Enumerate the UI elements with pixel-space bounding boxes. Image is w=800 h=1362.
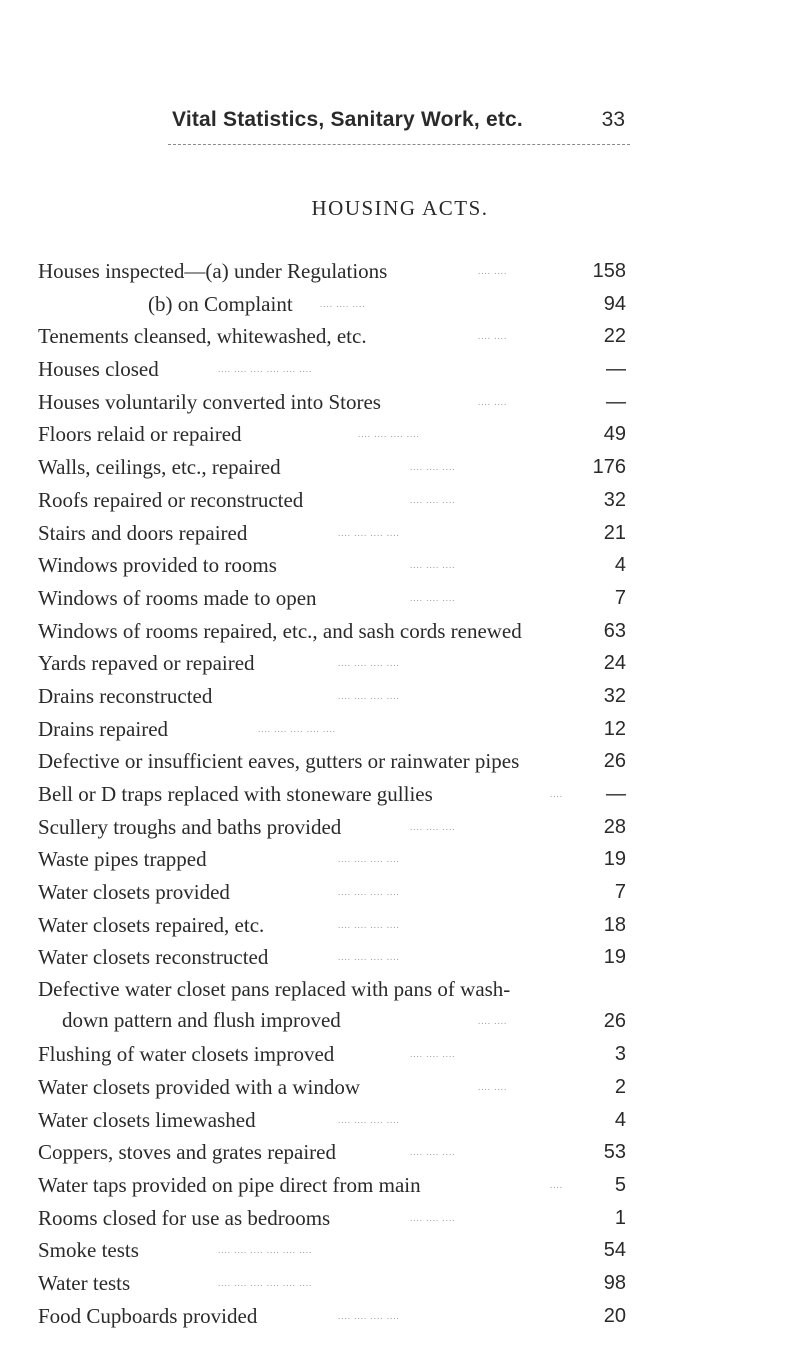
entry-value: 3 <box>614 1043 626 1066</box>
entry-value: 26 <box>603 1010 626 1033</box>
dot-leaders: .... .... .... .... .... .... <box>218 364 313 375</box>
dot-leaders: .... <box>550 1179 563 1190</box>
dot-leaders: .... .... .... <box>320 298 366 309</box>
entry-label: Food Cupboards provided <box>38 1303 258 1328</box>
entry-label: Floors relaid or repaired <box>38 422 242 447</box>
entry-water-closets-reconstructed <box>38 941 626 974</box>
entry-value: 94 <box>603 292 626 315</box>
entry-value: 24 <box>603 652 626 675</box>
entry-scullery-troughs <box>38 811 626 844</box>
entry-walls-ceilings <box>38 451 626 484</box>
dot-leaders: .... .... <box>478 396 508 407</box>
entry-label-line1: Defective water closet pans replaced with pans of wash- <box>38 977 511 1002</box>
entry-label: Windows of rooms made to open <box>38 585 317 610</box>
running-head <box>0 108 800 138</box>
dot-leaders: .... .... .... .... <box>338 887 400 898</box>
entry-value: 2 <box>614 1075 626 1098</box>
entry-drains-repaired <box>38 713 626 746</box>
entry-houses-converted-stores <box>38 386 626 419</box>
entry-value: 28 <box>603 815 626 838</box>
entry-value: 7 <box>614 881 626 904</box>
dot-leaders: .... .... <box>478 266 508 276</box>
entry-label <box>38 974 510 1036</box>
section-title: HOUSING ACTS. <box>311 196 489 220</box>
entry-label: Defective or insufficient eaves, gutters or rainwater pipes <box>38 749 520 774</box>
entry-label: Walls, ceilings, etc., repaired <box>38 455 281 480</box>
entry-label: Water closets repaired, etc. <box>38 912 265 937</box>
entry-label: Windows of rooms repaired, etc., and sash cords renewed <box>38 618 522 643</box>
entry-value: 18 <box>603 913 626 936</box>
page-number: 33 <box>601 108 625 131</box>
entry-water-tests <box>38 1267 626 1300</box>
entry-value: 7 <box>614 586 626 609</box>
entry-value: 49 <box>603 423 626 446</box>
entry-value: 4 <box>614 1108 626 1131</box>
entry-label: Yards repaved or repaired <box>38 651 255 676</box>
entry-water-closets-window <box>38 1071 626 1104</box>
dot-leaders: .... .... .... .... <box>338 919 400 930</box>
entry-label: Bell or D traps replaced with stoneware gullies <box>38 782 433 806</box>
entry-label: Houses inspected—(a) under Regulations <box>38 259 388 283</box>
entry-flushing-improved <box>38 1038 626 1071</box>
entry-windows-provided <box>38 549 626 582</box>
entry-label: Waste pipes trapped <box>38 847 207 872</box>
entry-value: 1 <box>614 1206 626 1229</box>
entry-roofs-repaired <box>38 484 626 517</box>
entry-value: 5 <box>614 1173 626 1196</box>
entry-value: 54 <box>603 1239 626 1262</box>
dot-leaders: .... .... .... .... <box>338 952 400 963</box>
entry-label: Windows provided to rooms <box>38 553 277 578</box>
entry-value: 19 <box>603 848 626 871</box>
entry-houses-closed <box>38 353 626 386</box>
entry-defective-eaves <box>38 745 626 778</box>
dot-leaders: .... .... .... .... .... .... <box>218 1245 313 1256</box>
dot-leaders: .... .... .... .... <box>338 527 400 538</box>
entry-value: 26 <box>603 750 626 773</box>
dot-leaders: .... .... .... <box>410 1212 456 1223</box>
entry-houses-inspected-complaint <box>38 288 626 321</box>
entry-value: 22 <box>603 325 626 348</box>
dot-leaders: .... .... .... <box>410 494 456 505</box>
dot-leaders: .... .... .... .... .... <box>258 723 336 734</box>
housing-acts-list <box>38 255 626 1332</box>
entry-smoke-tests <box>38 1234 626 1267</box>
entry-drains-reconstructed <box>38 680 626 713</box>
entry-bell-d-traps <box>38 778 626 811</box>
entry-floors-relaid <box>38 418 626 451</box>
entry-label: Scullery troughs and baths provided <box>38 814 342 839</box>
entry-value: — <box>606 390 626 413</box>
dot-leaders: .... .... .... <box>410 821 456 832</box>
entry-value: 53 <box>603 1141 626 1164</box>
entry-rooms-closed <box>38 1202 626 1235</box>
entry-windows-made-to-open <box>38 582 626 615</box>
entry-label: Flushing of water closets improved <box>38 1042 335 1067</box>
entry-value: 32 <box>603 684 626 707</box>
dot-leaders: .... .... .... <box>410 592 456 603</box>
entry-value: — <box>606 783 626 805</box>
entry-label: Coppers, stoves and grates repaired <box>38 1140 336 1165</box>
dot-leaders: .... .... .... <box>410 1147 456 1158</box>
dot-leaders: .... .... .... <box>410 462 456 473</box>
entry-label: Water closets reconstructed <box>38 945 269 970</box>
entry-label: Water closets provided with a window <box>38 1074 360 1099</box>
entry-water-closets-provided <box>38 876 626 909</box>
dot-leaders: .... .... .... .... <box>338 854 400 865</box>
dot-leaders: .... .... .... <box>410 1049 456 1060</box>
entry-water-closets-limewashed <box>38 1104 626 1137</box>
header-divider <box>168 144 630 145</box>
entry-label: Water taps provided on pipe direct from main <box>38 1172 421 1197</box>
entry-label: Water closets limewashed <box>38 1107 256 1132</box>
dot-leaders: .... .... <box>478 331 508 342</box>
entry-label: Rooms closed for use as bedrooms <box>38 1205 331 1230</box>
entry-waste-pipes <box>38 843 626 876</box>
entry-houses-inspected-regulations <box>38 255 626 288</box>
entry-stairs-doors <box>38 517 626 550</box>
entry-label: Roofs repaired or reconstructed <box>38 487 304 512</box>
entry-label: Houses closed <box>38 357 159 382</box>
entry-water-closets-repaired <box>38 909 626 942</box>
dot-leaders: .... <box>550 789 563 799</box>
entry-label: Drains reconstructed <box>38 683 213 708</box>
dot-leaders: .... .... .... <box>410 560 456 571</box>
entry-water-taps <box>38 1169 626 1202</box>
dot-leaders: .... .... .... .... <box>338 658 400 669</box>
entry-label-line2: down pattern and flush improved <box>62 1008 341 1033</box>
entry-label: Water closets provided <box>38 880 230 905</box>
entry-label: Tenements cleansed, whitewashed, etc. <box>38 324 367 349</box>
entry-label: Houses voluntarily converted into Stores <box>38 389 381 414</box>
running-title: Vital Statistics, Sanitary Work, etc. <box>172 108 523 131</box>
entry-value: 19 <box>603 946 626 969</box>
entry-label: (b) on Complaint <box>148 291 293 316</box>
dot-leaders: .... .... <box>478 1016 508 1027</box>
entry-yards-repaved <box>38 647 626 680</box>
entry-value: 20 <box>603 1304 626 1327</box>
entry-value: 176 <box>592 456 626 479</box>
entry-value: 98 <box>603 1271 626 1294</box>
dot-leaders: .... .... .... .... <box>338 1114 400 1125</box>
dot-leaders: .... .... <box>478 1081 508 1092</box>
dot-leaders: .... .... .... .... <box>358 429 420 440</box>
entry-label: Smoke tests <box>38 1238 139 1263</box>
dot-leaders: .... .... .... .... <box>338 1310 400 1321</box>
entry-coppers-stoves <box>38 1136 626 1169</box>
entry-value: 32 <box>603 488 626 511</box>
entry-tenements-cleansed <box>38 320 626 353</box>
entry-label: Drains repaired <box>38 716 169 741</box>
entry-windows-sash-cords <box>38 615 626 648</box>
entry-food-cupboards <box>38 1300 626 1333</box>
entry-value: 12 <box>603 717 626 740</box>
entry-label: Water tests <box>38 1270 131 1295</box>
dot-leaders: .... .... .... .... .... .... <box>218 1277 313 1288</box>
entry-value: 63 <box>603 619 626 642</box>
entry-value: — <box>606 358 626 381</box>
entry-value: 21 <box>603 521 626 544</box>
entry-value: 158 <box>592 260 626 282</box>
dot-leaders: .... .... .... .... <box>338 690 400 701</box>
entry-label: Stairs and doors repaired <box>38 520 248 545</box>
entry-value: 4 <box>614 554 626 577</box>
entry-defective-pans <box>38 974 626 1038</box>
